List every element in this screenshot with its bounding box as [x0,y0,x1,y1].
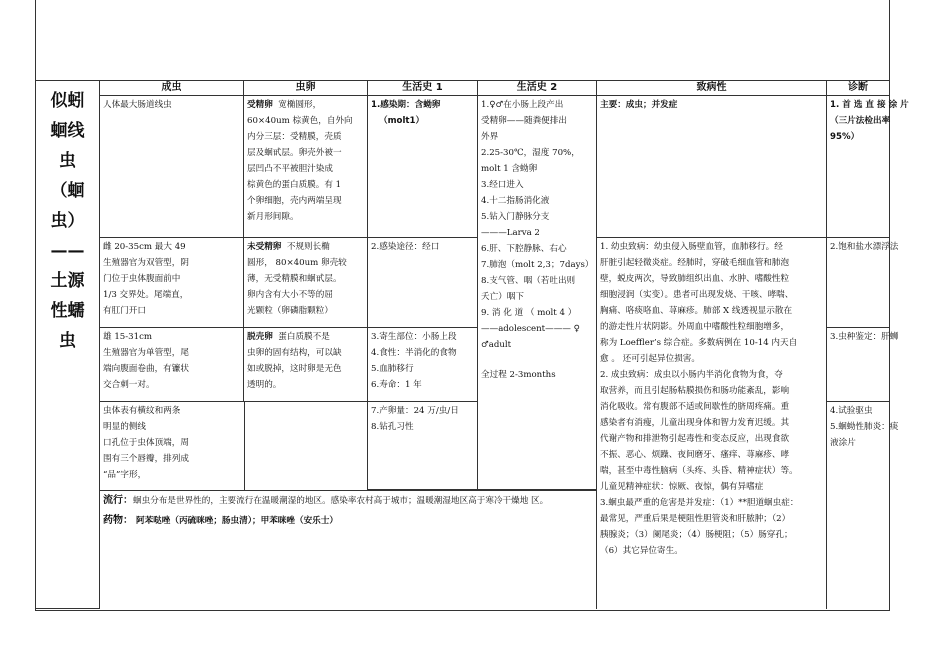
title-line: 虫 [59,331,76,351]
lifecycle2-line: 9. 消 化 道 （ molt 4 ） [481,308,577,318]
lifecycle2-process [478,96,597,490]
egg-fertilized-line: 内分三层：受精膜，壳质 [247,132,342,142]
lifecycle2-line: 1.♀♂在小肠上段产出 [481,100,564,110]
lifecycle2-line: 受精卵——随粪便排出 [481,116,567,126]
title-cell [36,80,100,609]
title-line: 似蚓 [50,91,85,111]
header-pathogenicity: 致病性 [597,80,827,96]
pathogenicity-line: 代谢产物和排泄物引起毒性和变态反应，出现食欲 [600,434,790,444]
lifecycle1-line: 1.感染期：含蚴卵 [371,100,441,110]
lifecycle1-infective-stage [368,96,478,238]
lifecycle1-line: 4.食性：半消化的食物 [371,348,457,358]
title-line: 蛔线 [50,121,85,141]
lifecycle2-line: 3.经口进入 [481,180,524,190]
pathogenicity-summary [597,96,827,238]
diagnosis-species [827,328,899,402]
egg-fertilized-line: 层及蛔甙层。卵壳外被一 [247,148,342,158]
lifecycle2-line: 5.钻入门静脉分支 [481,212,550,222]
lifecycle2-line: 外界 [481,132,499,142]
column-divider [244,402,245,490]
pathogenicity-line: 1. 幼虫致病：幼虫侵入肠壁血管，血肺移行。经 [600,242,783,252]
diagnosis-flotation [827,238,899,328]
egg-decorticated-line: 虫卵的固有结构，可以缺 [247,348,342,358]
document-page [35,0,909,611]
diagnosis-line: 1. 首 选 直 接 涂 片 [830,100,909,110]
adult-morphology-line: “品”字形， [103,470,147,480]
header-egg: 虫卵 [244,80,368,96]
header-diagnosis: 诊断 [827,80,889,96]
pathogenicity-line: 儿童见精神症状：惊厥、夜惊，偶有异嗜症 [600,482,764,492]
egg-fertilized-line: 新月形间隙。 [247,212,299,222]
lifecycle2-line: ——adolescent——— ♀ [481,324,580,334]
egg-fertilized-line: 个卵细胞，壳内两端呈现 [247,196,342,206]
diagnosis-line: 液涂片 [830,438,856,448]
pathogenicity-summary-text: 主要：成虫；并发症 [600,100,678,110]
lifecycle2-line: 4.十二指肠消化液 [481,196,550,206]
drug-text: 阿苯哒唑（丙硫咪唑；肠虫清）；甲苯咪唑（安乐士） [133,516,338,526]
epidemiology-text: 蛔虫分布是世界性的，主要流行在温暖潮湿的地区。感染率农村高于城市；温暖潮湿地区高于寒冷干燥地 区。 [133,496,549,506]
egg-unfertilized-line: 卵内含有大小不等的屈 [247,290,333,300]
diagnosis-line: 3.虫种鉴定：肝蛳 [830,332,899,342]
lifecycle1-route [368,238,478,328]
diagnosis-line: （三片法检出率 [830,116,891,126]
pathogenicity-line: 喘，甚至中毒性脑病（头疼、头昏、精神症状）等。 [600,466,798,476]
pathogenicity-line: 感染者有消瘦，儿童出现身体和智力发育迟缓。其 [600,418,790,428]
pathogenicity-line: 最常见，严重后果是梗阻性胆管炎和肝脓肿；（2） [600,514,791,524]
pathogenicity-line: 3.蛔虫最严重的危害是并发症：（1）**胆道蛔虫症： [600,498,799,508]
adult-male-line: 雄 15-31cm [103,332,153,342]
adult-general [100,96,244,238]
pathogenicity-line: 细胞浸润（实变）。患者可出现发烧、干咳、哮喘、 [600,290,794,300]
epidemiology-label: 流行： [103,495,133,506]
lifecycle1-line: 7.产卵量：24 万/虫/日 [371,406,459,416]
adult-female-line: 1/3 交界处。尾端直， [103,290,189,300]
lifecycle1-line: 5.血肺移行 [371,364,414,374]
pathogenicity-line: 称为 Loeffler’s 综合症。多数病例在 10-14 内天自 [600,338,798,348]
egg-unfertilized-line: 圆形， 80×40um 卵壳较 [247,258,347,268]
adult-male-line: 交合刺一对。 [103,380,155,390]
pathogenicity-line: （6）其它异位寄生。 [600,546,683,556]
lifecycle2-line: 8.支气管、咽（若吐出则 [481,276,576,286]
header-lifecycle-1: 生活史 1 [368,80,478,96]
header-lifecycle-2: 生活史 2 [478,80,597,96]
lifecycle1-line: 6.寿命：1 年 [371,380,422,390]
egg-decorticated-title: 脱壳卵 [247,332,273,342]
epidemiology-drugs [100,490,597,609]
lifecycle2-line: molt 1 含蚴卵 [481,164,538,174]
egg-unfertilized-line: 薄，无受精膜和蛔甙层。 [247,274,342,284]
diagnosis-deworming [827,402,899,609]
adult-male-line: 端向腹面卷曲，有镰状 [103,364,189,374]
egg-decorticated-line: 如或脱掉，这时卵是无色 [247,364,342,374]
adult-female-line: 门位于虫体腹面前中 [103,274,181,284]
diagnosis-line: 5.蛔蚴性肺炎：痰 [830,422,899,432]
pathogenicity-line: 不振、恶心、烦躁、夜间磨牙、瘙痒、荨麻疹、哮 [600,450,790,460]
egg-unfertilized [244,238,368,328]
lifecycle2-total: 全过程 2-3months [481,370,556,380]
pathogenicity-details [597,238,827,609]
adult-male-line: 生殖器官为单管型，尾 [103,348,189,358]
pathogenicity-line: 肝脏引起轻微炎症。经肺时，穿破毛细血管和肺泡 [600,258,790,268]
adult-general-text: 人体最大肠道线虫 [103,100,172,110]
lifecycle1-line: （molt1） [379,116,425,126]
header-adult: 成虫 [100,80,244,96]
lifecycle2-line: ♂adult [481,340,512,350]
egg-fertilized-line: 60×40um 棕黄色，自外向 [247,116,353,126]
adult-morphology [100,402,368,490]
egg-unfertilized-title: 未受精卵 [247,242,282,252]
lifecycle2-line: 7.肺泡（molt 2,3；7days） [481,260,594,270]
adult-morphology-line: 口孔位于虫体顶端，周 [103,438,189,448]
egg-fertilized-line: 层凹凸不平被胆汁染成 [247,164,333,174]
pathogenicity-line: 2. 成虫致病：成虫以小肠内半消化食物为食，夺 [600,370,783,380]
lifecycle1-line: 2.感染途径：经口 [371,242,440,252]
lifecycle1-line: 3.寄生部位：小肠上段 [371,332,457,342]
title-line: （蛔 [50,181,85,201]
diagnosis-line: 95%） [830,132,860,142]
pathogenicity-line: 的游走性片状阴影。外周血中嗜酸性粒细胞增多， [600,322,790,332]
title-line: 土源 [50,271,85,291]
lifecycle2-line: 6.肝、下腔静脉、右心 [481,244,567,254]
egg-unfertilized-line: 不规则长椭 [286,242,330,252]
diagnosis-direct-smear [827,96,909,238]
egg-fertilized-line: 宽椭圆形， [278,100,322,110]
adult-morphology-line: 虫体表有横纹和两条 [103,406,181,416]
adult-male [100,328,244,402]
title-line: 虫） [50,211,85,231]
pathogenicity-line: 愈 。 还可引起异位损害。 [600,354,700,364]
pathogenicity-line: 取营养，而且引起肠粘膜损伤和肠功能紊乱，影响 [600,386,790,396]
adult-morphology-line: 明显的侧线 [103,422,146,432]
pathogenicity-line: 消化吸收。常有腹部不适或间歇性的脐周疼痛。重 [600,402,790,412]
drug-label: 药物： [103,515,133,526]
lifecycle1-fecundity [368,402,478,490]
egg-decorticated [244,328,368,402]
pathogenicity-line: 胰腺炎；（3）阑尾炎；（4）肠梗阻；（5）肠穿孔； [600,530,793,540]
adult-morphology-line: 围有三个唇瓣，排列成 [103,454,189,464]
lifecycle2-line: 夭亡）咽下 [481,292,524,302]
diagnosis-line: 4.试验驱虫 [830,406,873,416]
lifecycle2-line: 2.25-30℃，湿度 70%， [481,148,580,158]
pathogenicity-line: 胸痛、咯痰咯血、荨麻疹。肺部 X 线透视显示散在 [600,306,793,316]
pathogenicity-line: 壁，蜕皮两次，导致肺组织出血、水肿、嗜酸性粒 [600,274,790,284]
adult-female-line: 生殖器官为双管型，阴 [103,258,189,268]
egg-decorticated-line: 透明的。 [247,380,282,390]
adult-female [100,238,244,328]
lifecycle1-line: 8.钻孔习性 [371,422,414,432]
adult-female-line: 雌 20-35cm 最大 49 [103,242,186,252]
adult-female-line: 有肛门开口 [103,306,146,316]
title-line: 性蠕 [50,301,85,321]
lifecycle1-habitat [368,328,478,402]
egg-fertilized-title: 受精卵 [247,100,273,110]
egg-fertilized [244,96,368,238]
parasite-table [36,80,909,609]
title-line: —— [50,241,85,261]
title-line: 虫 [59,151,76,171]
egg-fertilized-line: 棕黄色的蛋白质膜。有 1 [247,180,342,190]
egg-unfertilized-line: 光颗粒（卵磷脂颗粒） [247,306,333,316]
diagnosis-line: 2.饱和盐水漂浮法 [830,242,899,252]
top-blank-area [36,0,889,81]
egg-decorticated-line: 蛋白质膜不是 [278,332,330,342]
lifecycle2-line: ———Larva 2 [481,228,540,238]
